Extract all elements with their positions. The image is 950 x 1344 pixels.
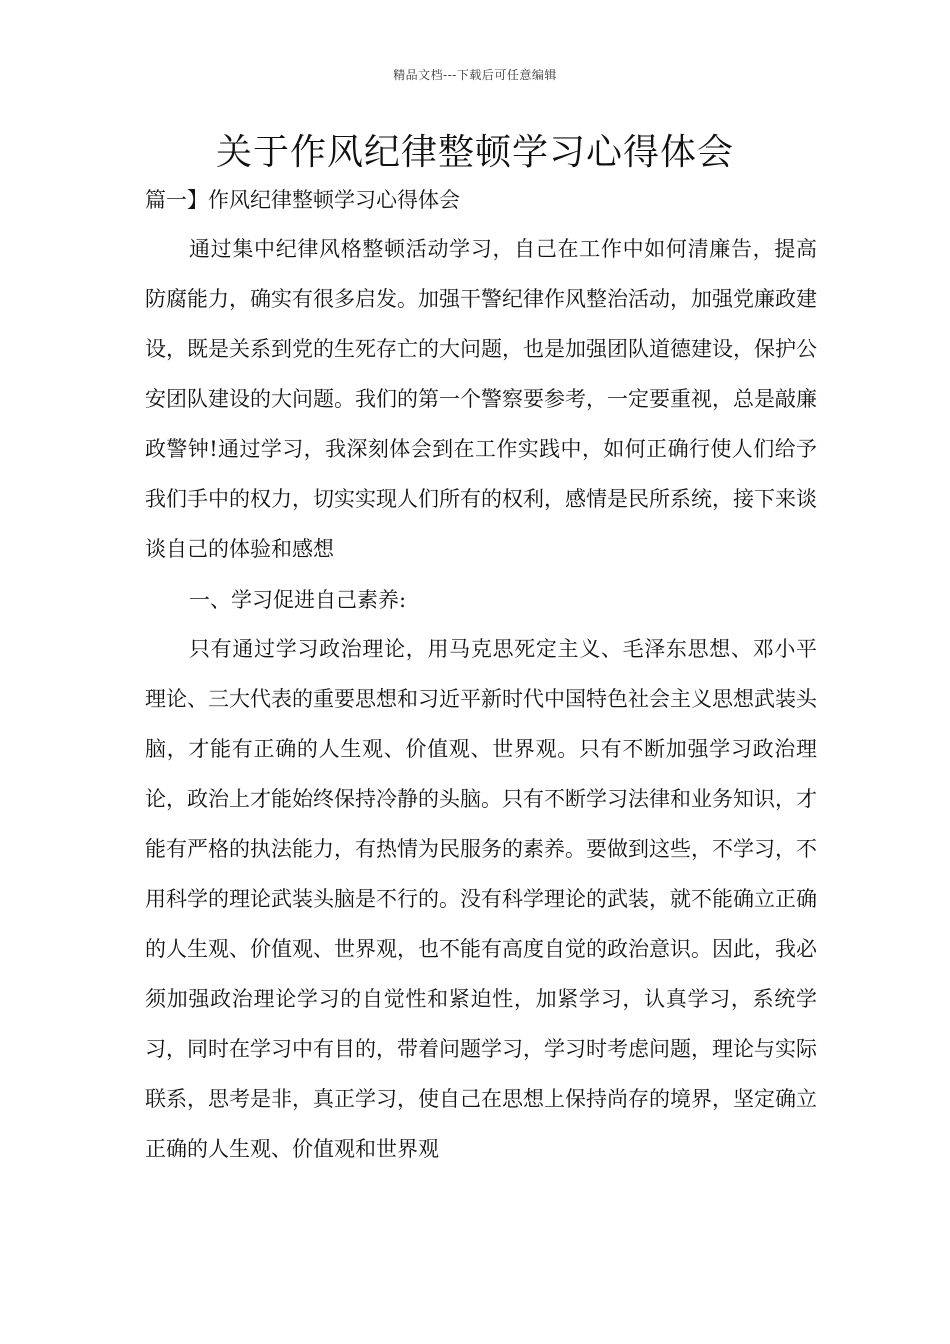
- header-note: 精品文档---下载后可任意编辑: [393, 68, 557, 82]
- body-paragraph: 只有通过学习政治理论，用马克思死定主义、毛泽东思想、邓小平理论、三大代表的重要思想和习近平新时代中国特色社会主义思想武装头脑，才能有正确的人生观、价值观、世界观。只有不断加强学习政治理论，政治上才能始终保持冷静的头脑。只有不断学习法律和业务知识，才能有严格的执法能力，有热情为民服务的素养。要做到这些，不学习，不用科学的理论武装头脑是不行的。没有科学理论的武装，就不能确立正确的人生观、价值观、世界观，也不能有高度自觉的政治意识。因此，我必须加强政治理论学习的自觉性和紧迫性，加紧学习，认真学习，系统学习，同时在学习中有目的，带着问题学习，学习时考虑问题，理论与实际联系，思考是非，真正学习，使自己在思想上保持尚存的境界，坚定确立正确的人生观、价值观和世界观: [145, 637, 817, 1161]
- section-label: 篇一】作风纪律整顿学习心得体会: [145, 188, 460, 212]
- subsection-heading: 一、学习促进自己素养:: [189, 588, 407, 612]
- body-paragraph: 通过集中纪律风格整顿活动学习，自己在工作中如何清廉告，提高防腐能力，确实有很多启发。加强干警纪律作风整治活动，加强党廉政建设，既是关系到党的生死存亡的大问题，也是加强团队道德建设，保护公安团队建设的大问题。我们的第一个警察要参考，一定要重视，总是敲廉政警钟!通过学习，我深刻体会到在工作实践中，如何正确行使人们给予我们手中的权力，切实实现人们所有的权利，感情是民所系统，接下来谈谈自己的体验和感想: [145, 237, 817, 561]
- document-title: 关于作风纪律整顿学习心得体会: [215, 132, 734, 173]
